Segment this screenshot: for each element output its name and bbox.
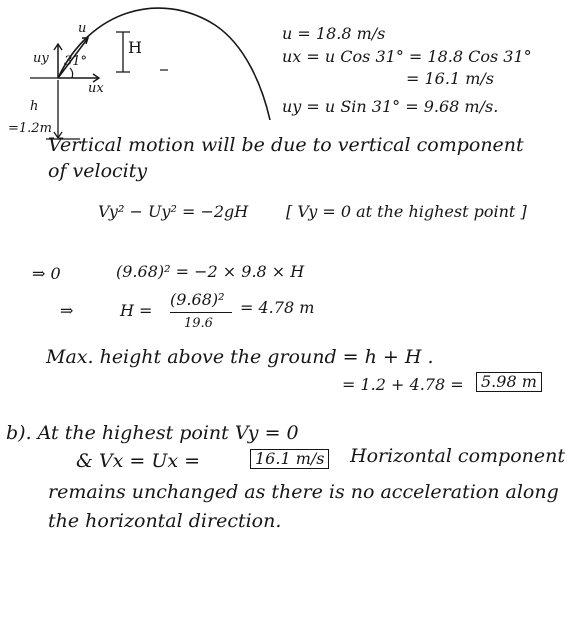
fraction-denominator: 19.6: [184, 316, 213, 331]
kinematic-equation: Vy² − Uy² = −2gH: [98, 202, 249, 221]
diagram-label-h: h: [30, 99, 39, 114]
answer-max-height: 5.98 m: [476, 372, 542, 392]
diagram-label-H: H: [128, 38, 142, 57]
height-sum: = 1.2 + 4.78 =: [342, 375, 464, 394]
diagram-label-ux: ux: [88, 81, 104, 96]
max-height-result: = 4.78 m: [240, 298, 315, 317]
fraction-bar: [170, 312, 232, 313]
max-height-lhs: H =: [120, 301, 153, 320]
fraction-numerator: (9.68)²: [170, 290, 225, 309]
angle-arc: [70, 68, 73, 78]
part-b-line-2: & Vx = Ux =: [76, 450, 201, 472]
given-uy: uy = u Sin 31° = 9.68 m/s.: [282, 97, 499, 116]
diagram-label-uy: uy: [33, 51, 49, 66]
given-ux-value: = 16.1 m/s: [406, 69, 494, 88]
trajectory-curve: [58, 8, 270, 120]
substituted-equation: (9.68)² = −2 × 9.8 × H: [116, 262, 305, 281]
diagram-label-angle: 31°: [64, 54, 88, 69]
part-b-line-2-right: Horizontal component: [350, 445, 565, 467]
given-speed: u = 18.8 m/s: [282, 24, 386, 43]
given-ux: ux = u Cos 31° = 18.8 Cos 31°: [282, 47, 532, 66]
diagram-label-u: u: [78, 21, 87, 36]
intro-line-1: Vertical motion will be due to vertical component: [48, 134, 524, 156]
implies-zero: ⇒ 0: [32, 264, 61, 283]
answer-horizontal-velocity: 16.1 m/s: [250, 449, 329, 469]
intro-line-2: of velocity: [48, 160, 148, 182]
part-b-line-3: remains unchanged as there is no acceleration along: [48, 481, 559, 503]
max-height-above-ground: Max. height above the ground = h + H .: [46, 346, 434, 368]
highest-point-condition: [ Vy = 0 at the highest point ]: [286, 202, 527, 221]
part-b-line-1: b). At the highest point Vy = 0: [6, 422, 299, 444]
part-b-line-4: the horizontal direction.: [48, 510, 282, 532]
implies-arrow: ⇒: [60, 301, 74, 320]
diagram-label-h-value: =1.2m: [8, 121, 52, 136]
